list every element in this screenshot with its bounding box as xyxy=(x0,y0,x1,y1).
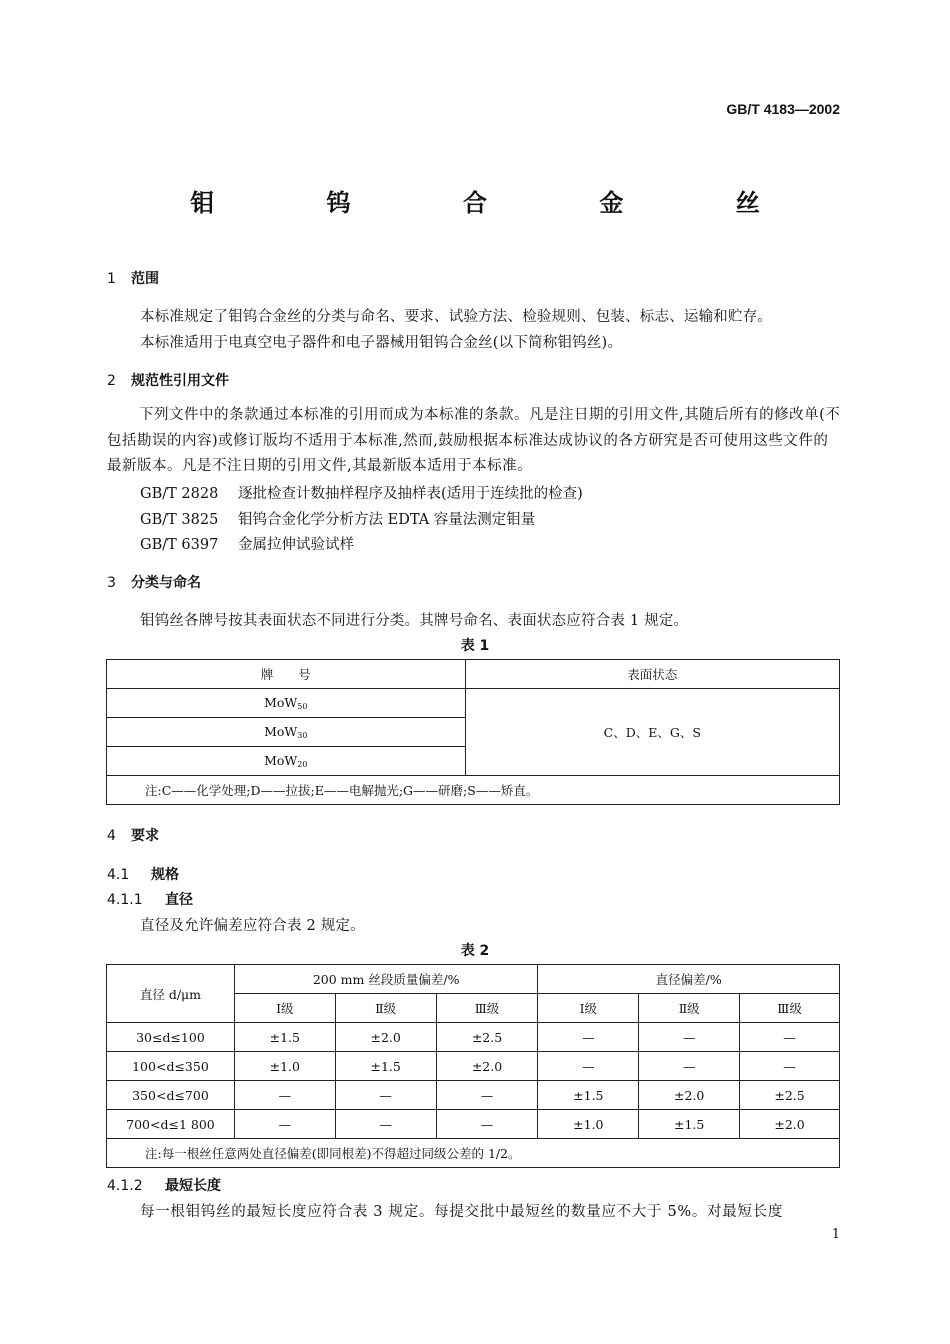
section-title: 最短长度 xyxy=(165,1178,221,1194)
reference-code: GB/T 6397 xyxy=(140,537,219,553)
table-cell: ±1.5 xyxy=(234,1023,335,1052)
paragraph: 每一根钼钨丝的最短长度应符合表 3 规定。每提交批中最短丝的数量应不大于 5%。对最短长度 xyxy=(140,1204,784,1220)
table-cell: 30≤d≤100 xyxy=(107,1023,235,1052)
section-title: 要求 xyxy=(131,828,159,844)
grade-header: Ⅲ级 xyxy=(740,994,840,1023)
table-cell: ±2.5 xyxy=(436,1023,538,1052)
table-note-row xyxy=(107,776,840,805)
section-title: 规范性引用文件 xyxy=(131,373,229,389)
reference-item xyxy=(140,482,583,503)
reference-title: 金属拉伸试验试样 xyxy=(238,537,354,553)
table-cell: — xyxy=(335,1081,436,1110)
table-cell: — xyxy=(234,1081,335,1110)
table-cell: 700<d≤1 800 xyxy=(107,1110,235,1139)
table-cell: ±1.5 xyxy=(335,1052,436,1081)
table-cell: — xyxy=(335,1110,436,1139)
table-cell: — xyxy=(436,1081,538,1110)
table-cell: — xyxy=(436,1110,538,1139)
section-4-1-1-heading xyxy=(107,889,193,909)
table-note-row xyxy=(107,1139,840,1168)
table-cell: — xyxy=(538,1023,639,1052)
reference-title: 钼钨合金化学分析方法 EDTA 容量法测定钼量 xyxy=(238,512,536,528)
table-cell: — xyxy=(740,1023,840,1052)
paragraph: 钼钨丝各牌号按其表面状态不同进行分类。其牌号命名、表面状态应符合表 1 规定。 xyxy=(140,613,689,629)
grade-header: Ⅲ级 xyxy=(436,994,538,1023)
section-4-1-2-heading xyxy=(107,1175,221,1195)
table-1-caption: 表 1 xyxy=(460,638,490,654)
table-header-row xyxy=(107,660,840,689)
table-row xyxy=(107,1023,840,1052)
reference-item xyxy=(140,508,535,529)
grade-base: MoW xyxy=(264,724,298,739)
table-cell: — xyxy=(740,1052,840,1081)
section-3-heading xyxy=(107,572,201,592)
header-mass-deviation: 200 mm 丝段质量偏差/% xyxy=(234,965,538,994)
paragraph: 直径及允许偏差应符合表 2 规定。 xyxy=(140,918,365,934)
grade-cell xyxy=(107,689,466,718)
table-row xyxy=(107,1081,840,1110)
table-1 xyxy=(106,659,840,805)
section-title: 分类与命名 xyxy=(131,575,201,591)
grade-base: MoW xyxy=(264,695,298,710)
reference-code: GB/T 3825 xyxy=(140,512,219,528)
section-4-heading xyxy=(107,825,159,845)
grade-header: Ⅰ级 xyxy=(538,994,639,1023)
grade-header: Ⅱ级 xyxy=(335,994,436,1023)
reference-code: GB/T 2828 xyxy=(140,486,219,502)
table-cell: ±2.0 xyxy=(639,1081,740,1110)
table-cell: ±1.5 xyxy=(538,1081,639,1110)
table-header-row xyxy=(107,965,840,994)
section-number: 1 xyxy=(107,271,116,287)
section-2-heading xyxy=(107,370,229,390)
table-note: 注:C——化学处理;D——拉拔;E——电解抛光;G——研磨;S——矫直。 xyxy=(107,776,840,805)
section-number: 4.1 xyxy=(107,867,130,883)
table-cell: ±2.0 xyxy=(436,1052,538,1081)
table-cell: 350<d≤700 xyxy=(107,1081,235,1110)
section-number: 4.1.2 xyxy=(107,1178,143,1194)
table-note: 注:每一根丝任意两处直径偏差(即同根差)不得超过同级公差的 1/2。 xyxy=(107,1139,840,1168)
page-number: 1 xyxy=(831,1227,840,1242)
grade-base: MoW xyxy=(264,753,298,768)
table-cell: ±2.0 xyxy=(740,1110,840,1139)
surface-cell: C、D、E、G、S xyxy=(465,689,839,776)
table-cell: ±1.0 xyxy=(538,1110,639,1139)
grade-header: Ⅱ级 xyxy=(639,994,740,1023)
section-title: 规格 xyxy=(151,867,179,883)
header-diameter: 直径 d/μm xyxy=(107,965,235,1023)
section-title: 直径 xyxy=(165,892,193,908)
paragraph: 下列文件中的条款通过本标准的引用而成为本标准的条款。凡是注日期的引用文件,其随后所有的修改单(不包括勘误的内容)或修订版均不适用于本标准,然而,鼓励根据本标准达成协议的各方研究是否可使用这些文件的最新版本。凡是不注日期的引用文件,其最新版本适用于本标准。 xyxy=(107,407,841,474)
table-cell: 100<d≤350 xyxy=(107,1052,235,1081)
section-title: 范围 xyxy=(131,271,159,287)
section-1-heading xyxy=(107,268,159,288)
grade-header: Ⅰ级 xyxy=(234,994,335,1023)
reference-item xyxy=(140,533,354,554)
table-cell: ±1.0 xyxy=(234,1052,335,1081)
reference-title: 逐批检查计数抽样程序及抽样表(适用于连续批的检查) xyxy=(238,486,583,502)
table-cell: ±2.0 xyxy=(335,1023,436,1052)
grade-sub: 50 xyxy=(297,702,308,711)
table-cell: ±2.5 xyxy=(740,1081,840,1110)
table-row xyxy=(107,689,840,718)
header-grade: 牌 号 xyxy=(107,660,466,689)
grade-cell xyxy=(107,718,466,747)
table-cell: — xyxy=(639,1052,740,1081)
grade-sub: 30 xyxy=(297,731,308,740)
table-cell: — xyxy=(234,1110,335,1139)
paragraph: 本标准适用于电真空电子器件和电子器械用钼钨合金丝(以下简称钼钨丝)。 xyxy=(140,335,623,351)
standard-code: GB/T 4183—2002 xyxy=(726,101,840,117)
section-number: 3 xyxy=(107,575,116,591)
header-diameter-deviation: 直径偏差/% xyxy=(538,965,840,994)
section-4-1-heading xyxy=(107,864,179,884)
table-2 xyxy=(106,964,840,1168)
table-cell: — xyxy=(639,1023,740,1052)
section-number: 4 xyxy=(107,828,116,844)
grade-cell xyxy=(107,747,466,776)
grade-sub: 20 xyxy=(297,760,308,769)
table-cell: ±1.5 xyxy=(639,1110,740,1139)
section-number: 4.1.1 xyxy=(107,892,143,908)
table-cell: — xyxy=(538,1052,639,1081)
table-row xyxy=(107,1052,840,1081)
paragraph: 本标准规定了钼钨合金丝的分类与命名、要求、试验方法、检验规则、包装、标志、运输和贮存。 xyxy=(140,309,773,325)
document-title: 钼 钨 合 金 丝 xyxy=(190,189,812,217)
section-number: 2 xyxy=(107,373,116,389)
table-2-caption: 表 2 xyxy=(460,943,490,959)
header-surface: 表面状态 xyxy=(465,660,839,689)
table-row xyxy=(107,1110,840,1139)
